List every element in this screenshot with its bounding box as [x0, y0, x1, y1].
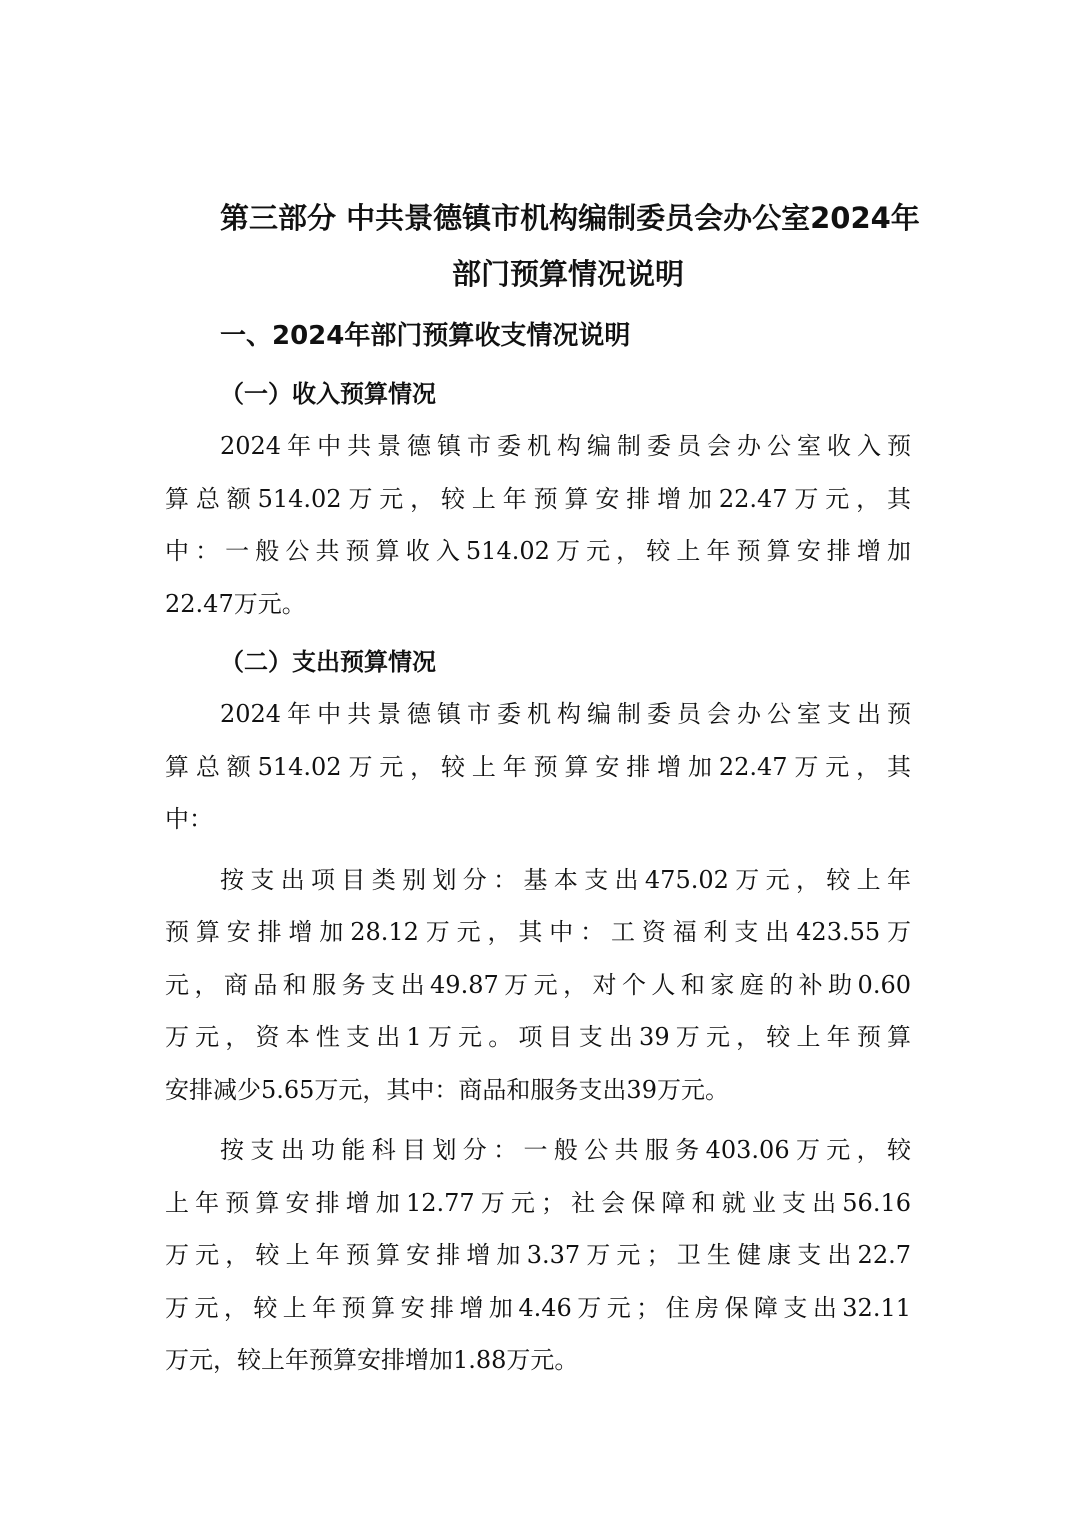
document-page	[165, 190, 920, 1387]
doc-title-line1: 第三部分 中共景德镇市机构编制委员会办公室2024年	[220, 201, 920, 235]
paragraph-line: 万元，资本性支出1万元。项目支出39万元，较上年预算	[165, 1023, 911, 1051]
expense-by-category-paragraph	[165, 854, 911, 1117]
paragraph-line: 2024年中共景德镇市委机构编制委员会办公室支出预	[220, 700, 911, 728]
paragraph-line: 中：一般公共预算收入514.02万元，较上年预算安排增加	[165, 537, 911, 565]
paragraph-line: 万元，较上年预算安排增加4.46万元；住房保障支出32.11	[165, 1293, 911, 1322]
paragraph-line: 安排减少5.65万元，其中：商品和服务支出39万元。	[165, 1075, 729, 1104]
expense-by-function-paragraph	[165, 1124, 911, 1387]
paragraph-line: 按支出项目类别划分：基本支出475.02万元，较上年	[220, 865, 911, 894]
paragraph-line: 2024年中共景德镇市委机构编制委员会办公室收入预	[220, 432, 911, 460]
expense-intro-paragraph	[165, 688, 911, 846]
paragraph-line: 万元，较上年预算安排增加3.37万元；卫生健康支出22.7	[165, 1241, 911, 1269]
paragraph-line: 中：	[165, 805, 213, 833]
paragraph-line: 算总额514.02万元，较上年预算安排增加22.47万元，其	[165, 484, 911, 513]
paragraph-line: 万元，较上年预算安排增加1.88万元。	[165, 1346, 579, 1374]
doc-title-line2: 部门预算情况说明	[451, 257, 684, 291]
paragraph-line: 22.47万元。	[165, 589, 306, 618]
section-heading: 一、2024年部门预算收支情况说明	[220, 321, 631, 351]
income-heading: （一）收入预算情况	[220, 379, 436, 408]
paragraph-line: 上年预算安排增加12.77万元；社会保障和就业支出56.16	[165, 1188, 911, 1217]
paragraph-line: 算总额514.02万元，较上年预算安排增加22.47万元，其	[165, 752, 911, 781]
paragraph-line: 按支出功能科目划分：一般公共服务403.06万元，较	[220, 1136, 911, 1164]
income-paragraph	[165, 420, 911, 630]
expense-heading: （二）支出预算情况	[220, 647, 436, 676]
paragraph-line: 预算安排增加28.12万元，其中：工资福利支出423.55万	[165, 918, 911, 946]
paragraph-line: 元，商品和服务支出49.87万元，对个人和家庭的补助0.60	[165, 970, 911, 999]
